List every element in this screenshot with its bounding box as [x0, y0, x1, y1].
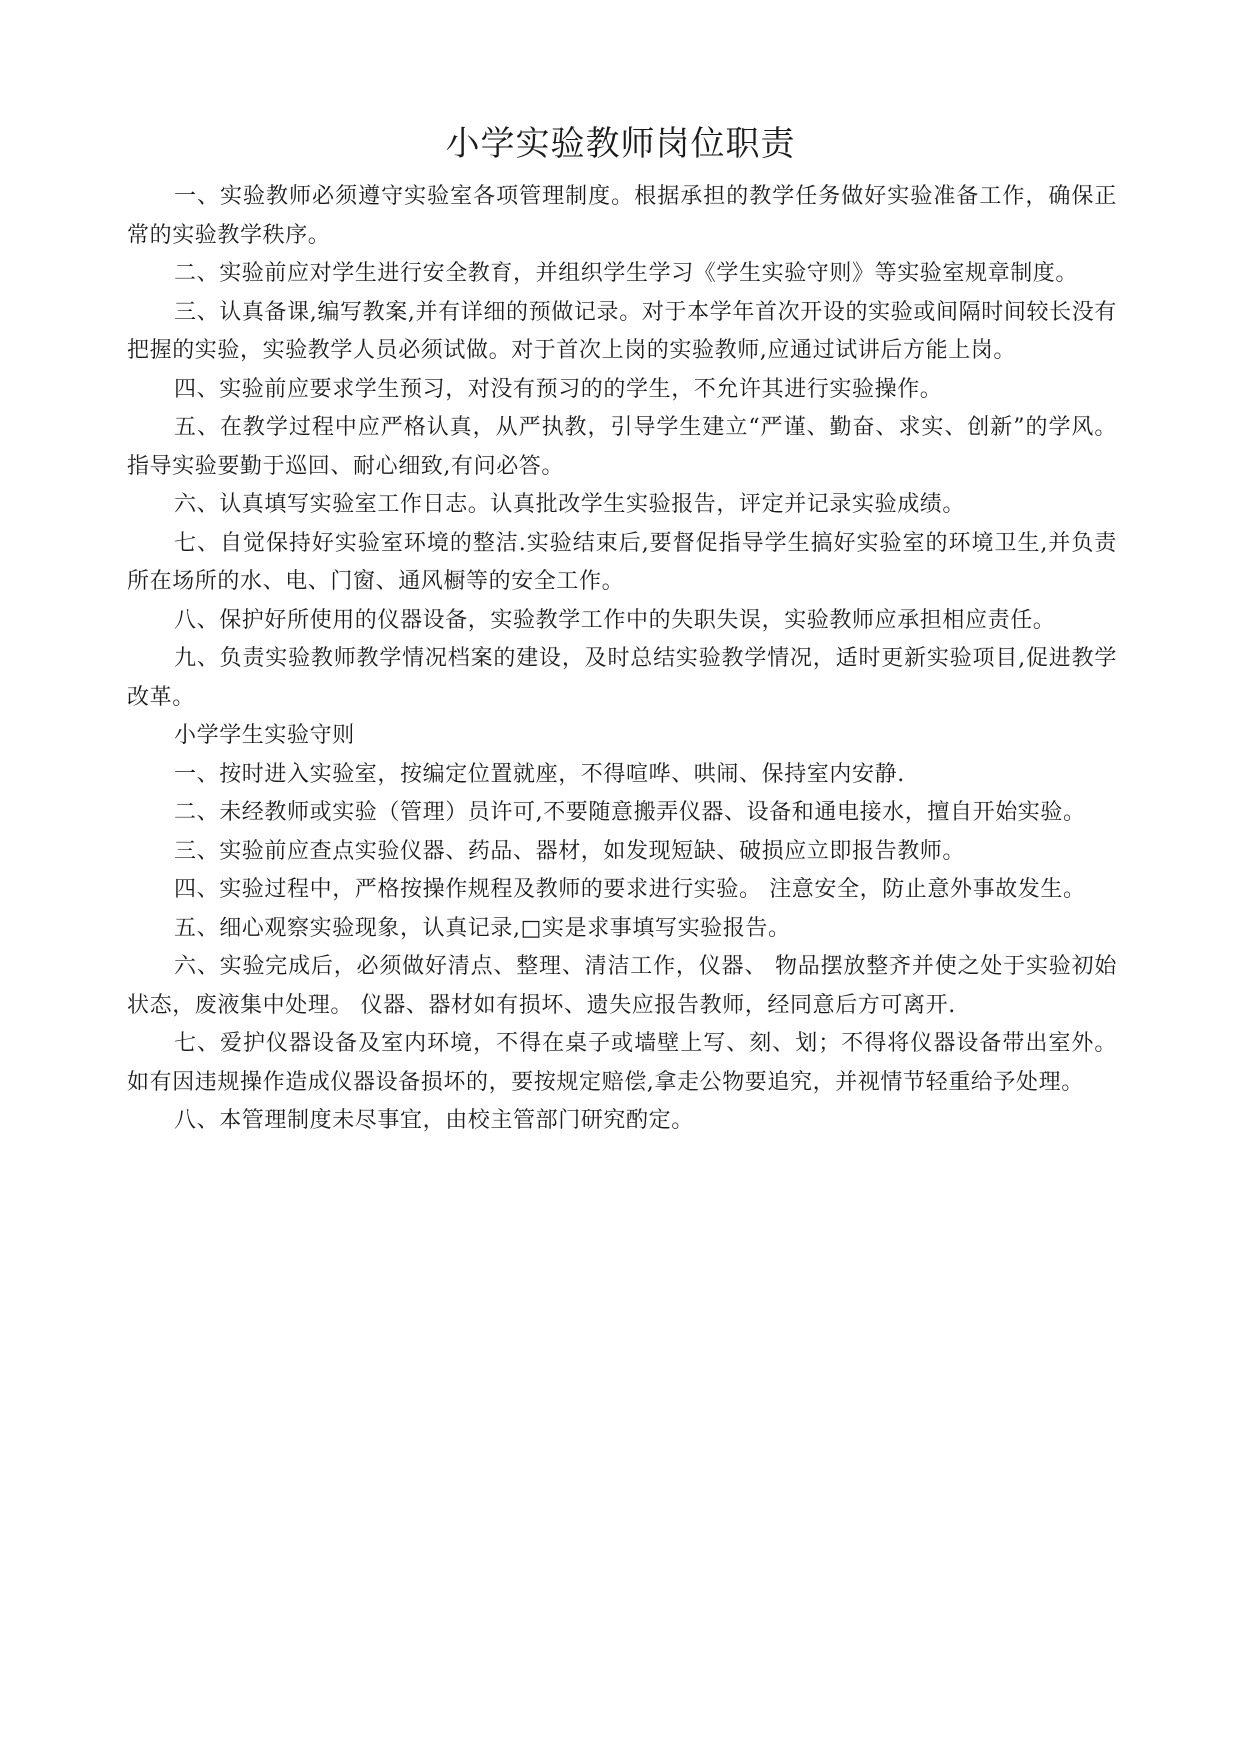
paragraph-teacher-rule-3: 三、认真备课,编写教案,并有详细的预做记录。对于本学年首次开设的实验或间隔时间较长没有把握的实验，实验教学人员必须试做。对于首次上岗的实验教师,应通过试讲后方能上岗。 [127, 299, 1117, 363]
section-heading-student-rules: 小学学生实验守则 [174, 723, 355, 748]
paragraph-teacher-rule-2: 二、实验前应对学生进行安全教育，并组织学生学习《学生实验守则》等实验室规章制度。 [174, 261, 1079, 286]
paragraph-student-rule-3: 三、实验前应查点实验仪器、药品、器材，如发现短缺、破损应立即报告教师。 [174, 838, 966, 864]
document-body [127, 178, 1117, 1141]
paragraph-teacher-rule-4: 四、实验前应要求学生预习，对没有预习的的学生，不允许其进行实验操作。 [174, 376, 943, 402]
paragraph-student-rule-7: 七、爱护仪器设备及室内环境，不得在桌子或墙壁上写、刻、划；不得将仪器设备带出室外。如有因违规操作造成仪器设备损坏的，要按规定赔偿,拿走公物要追究，并视情节轻重给予处理。 [127, 1031, 1117, 1095]
paragraph-student-rule-1: 一、按时进入实验室，按编定位置就座，不得喧哗、哄闹、保持室内安静. [174, 761, 905, 787]
paragraph-student-rule-4: 四、实验过程中，严格按操作规程及教师的要求进行实验。 注意安全，防止意外事故发生。 [174, 877, 1086, 902]
paragraph-teacher-rule-8: 八、保护好所使用的仪器设备，实验教学工作中的失职失误，实验教师应承担相应责任。 [174, 607, 1056, 633]
document-title: 小学实验教师岗位职责 [445, 124, 796, 164]
paragraph-student-rule-6: 六、实验完成后，必须做好清点、整理、清洁工作，仪器、 物品摆放整齐并使之处于实验初始状态，废液集中处理。 仪器、器材如有损坏、遗失应报告教师，经同意后方可离开. [127, 954, 1117, 1018]
paragraph-teacher-rule-1: 一、实验教师必须遵守实验室各项管理制度。根据承担的教学任务做好实验准备工作，确保正常的实验教学秩序。 [127, 184, 1117, 248]
paragraph-student-rule-2: 二、未经教师或实验（管理）员许可,不要随意搬弄仪器、设备和通电接水，擅自开始实验。 [174, 800, 1086, 825]
paragraph-teacher-rule-9: 九、负责实验教师教学情况档案的建设，及时总结实验教学情况，适时更新实验项目,促进教学改革。 [127, 646, 1117, 710]
paragraph-teacher-rule-7: 七、自觉保持好实验室环境的整洁.实验结束后,要督促指导学生搞好实验室的环境卫生,并负责所在场所的水、电、门窗、通风橱等的安全工作。 [127, 530, 1117, 594]
paragraph-student-rule-8: 八、本管理制度未尽事宜，由校主管部门研究酌定。 [174, 1108, 694, 1133]
paragraph-student-rule-5: 五、细心观察实验现象，认真记录,□实是求事填写实验报告。 [174, 915, 791, 941]
paragraph-teacher-rule-6: 六、认真填写实验室工作日志。认真批改学生实验报告，评定并记录实验成绩。 [174, 492, 966, 517]
paragraph-teacher-rule-5: 五、在教学过程中应严格认真，从严执教，引导学生建立“严谨、勤奋、求实、创新”的学风。指导实验要勤于巡回、耐心细致,有问必答。 [127, 415, 1117, 479]
